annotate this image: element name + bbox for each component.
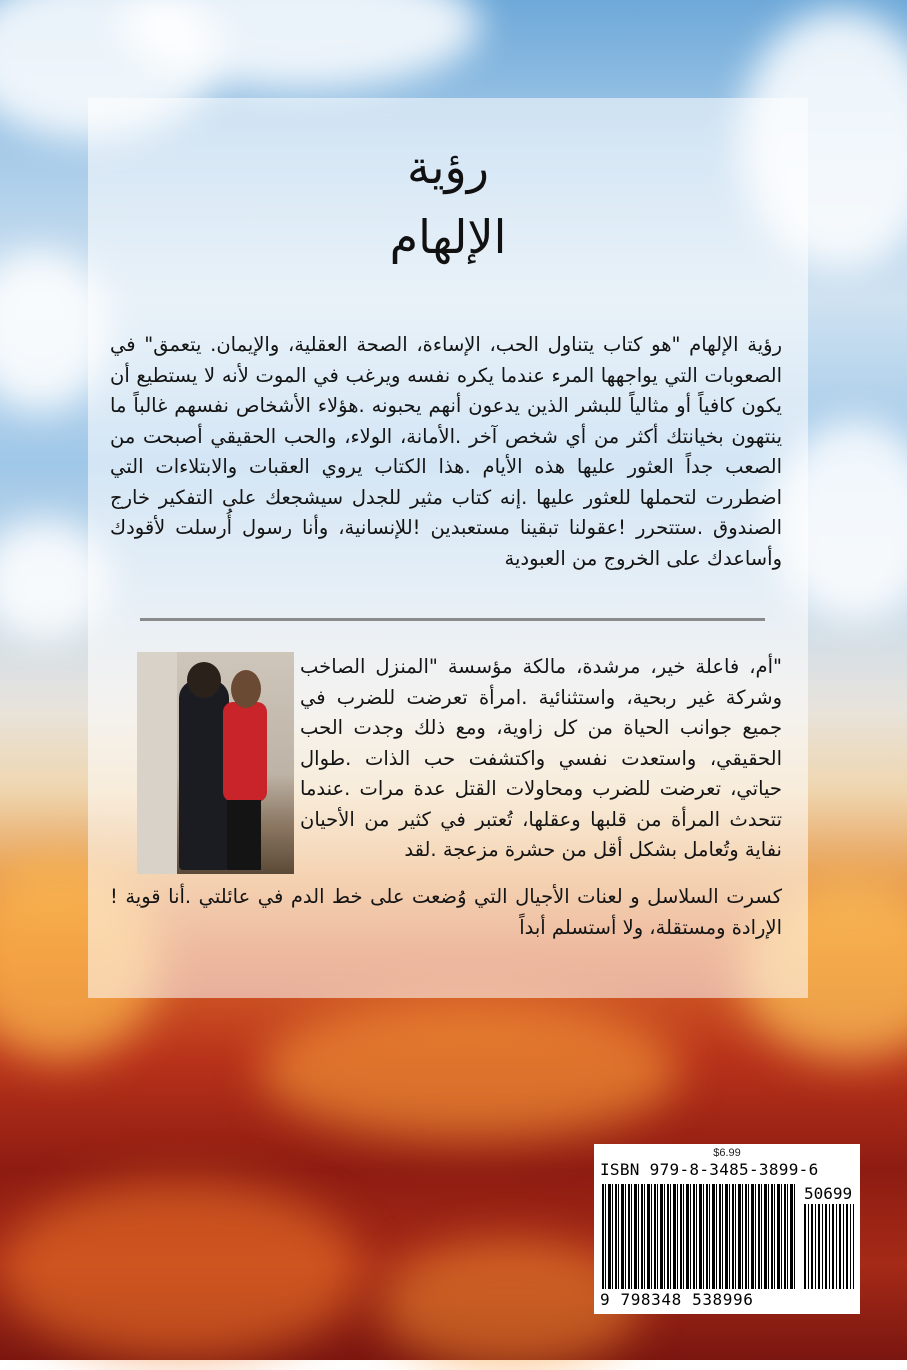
barcode-addon-bars	[804, 1204, 854, 1289]
divider	[140, 618, 765, 621]
fire-cloud	[0, 1180, 360, 1360]
photo-person-woman-head	[231, 670, 261, 708]
barcode-box	[594, 1144, 860, 1314]
photo-door	[137, 652, 177, 874]
author-bio-continued: كسرت السلاسل و لعنات الأجيال التي وُضعت على خط الدم في عائلتي .أنا قوية !الإرادة ومستقلة، ولا أستسلم أبداً	[110, 885, 782, 939]
title-line1: رؤية	[407, 140, 489, 194]
photo-person-man	[179, 680, 229, 870]
book-description: رؤية الإلهام "هو كتاب يتناول الحب، الإساءة، الصحة العقلية، والإيمان. يتعمق" في الصعوبات التي يواجهها المرء عندما يكره نفسه ويرغب في الموت لأنه لا يستطيع أن يكون كافياً أو مثالياً للبشر الذين يدعون أنهم يحبونه .هؤلاء الأشخاص نفسهم غالباً ما ينتهون بخيانتك أكثر من أي شخص آخر .الأمانة، الولاء، والحب الحقيقي أصبحت من الصعب جداً العثور عليها هذه الأيام .هذا الكتاب يروي العقبات والابتلاءات التي اضطررت لتحملها للعثور عليها .إنه كتاب مثير للجدل سيشجعك على التفكير خارج الصندوق .ستتحرر !عقولنا تبقينا مستعبدين !للإنسانية، وأنا رسول أُرسلت لأقودك وأساعدك على الخروج من العبودية	[110, 333, 782, 570]
isbn-label: ISBN 979-8-3485-3899-6	[600, 1160, 819, 1179]
title-line2: الإلهام	[389, 210, 507, 264]
barcode-addon-number: 50699	[804, 1184, 853, 1203]
author-bio: "أم، فاعلة خير، مرشدة، مالكة مؤسسة "المنزل الصاخب وشركة غير ربحية، واستثنائية .امرأة تعرضت للضرب في جميع جوانب الحياة من كل زاوية، ومع ذلك وجدت الحب الحقيقي، واستعدت نفسي واكتشفت حب الذات .طوال حياتي، تعرضت للضرب ومحاولات القتل عدة مرات .عندما تتحدث المرأة من قلبها وعقلها، تُعتبر في كثير من الأحيان نفاية وتُعامل بشكل أقل من حشرة مزعجة .لقد	[300, 655, 782, 861]
author-photo	[137, 652, 294, 874]
photo-person-woman	[223, 702, 267, 802]
ean-number: 9 798348 538996	[600, 1290, 754, 1309]
photo-boots	[227, 800, 261, 870]
fire-cloud	[260, 1000, 680, 1140]
photo-person-man-head	[187, 662, 221, 698]
price-label: $6.99	[713, 1147, 741, 1159]
barcode-bars	[602, 1184, 797, 1289]
